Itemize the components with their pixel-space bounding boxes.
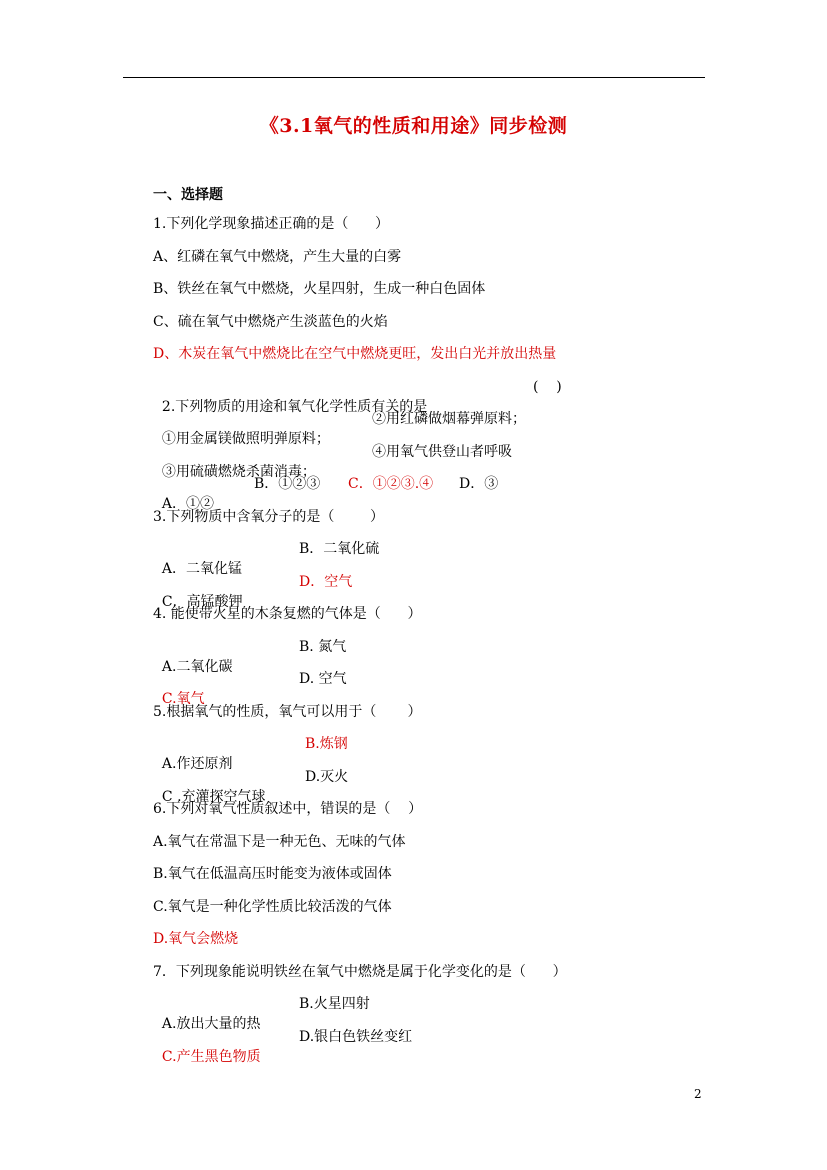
q1-stem: 1.下列化学现象描述正确的是（ ）: [153, 216, 390, 232]
q6-stem: 6.下列对氧气性质叙述中，错误的是（ ）: [153, 801, 423, 817]
q1-option-a: A、红磷在氧气中燃烧，产生大量的白雾: [153, 249, 402, 265]
q5-option-d: D.灭火: [305, 769, 349, 785]
q7-option-d: D.银白色铁丝变红: [299, 1029, 413, 1045]
q3-stem: 3.下列物质中含氧分子的是（ ）: [153, 509, 384, 525]
q7-options-row-2: [153, 1027, 573, 1087]
q2-statement-2: ②用红磷做烟幕弹原料；: [372, 411, 526, 427]
q5-stem: 5.根据氧气的性质，氧气可以用于（ ）: [153, 704, 422, 720]
document-title: 《3.1氧气的性质和用途》同步检测: [259, 115, 568, 137]
q7-stem: 7．下列现象能说明铁丝在氧气中燃烧是属于化学变化的是（ ）: [153, 964, 567, 980]
q4-option-b: B. 氮气: [299, 639, 347, 655]
section-heading: 一、选择题: [153, 187, 223, 203]
q2-option-b: B．①②③: [254, 476, 321, 492]
q7-option-a: A.放出大量的热: [161, 1016, 261, 1032]
q1-option-c: C、硫在氧气中燃烧产生淡蓝色的火焰: [153, 314, 388, 330]
q2-stem: 2.下列物质的用途和氧气化学性质有关的是: [161, 399, 428, 415]
q2-option-c-answer: C．①②③.④: [348, 476, 434, 492]
q4-option-d: D. 空气: [299, 671, 347, 687]
q4-stem: 4. 能使带火星的木条复燃的气体是（ ）: [153, 606, 422, 622]
q4-option-a: A.二氧化碳: [161, 659, 233, 675]
q4-option-c-answer: C.氧气: [161, 691, 205, 707]
q2-option-d: D．③: [459, 476, 499, 492]
header-rule: [123, 77, 705, 78]
q2-statement-4: ④用氧气供登山者呼吸: [372, 444, 512, 460]
q7-option-b: B.火星四射: [299, 996, 370, 1012]
q1-option-d-answer: D、木炭在氧气中燃烧比在空气中燃烧更旺，发出白光并放出热量: [153, 346, 557, 362]
q3-option-c: C．高锰酸钾: [161, 594, 243, 610]
q5-option-c: C .充灌探空气球: [161, 789, 266, 805]
page-number: 2: [694, 1087, 702, 1101]
q6-option-a: A.氧气在常温下是一种无色、无味的气体: [153, 834, 406, 850]
q2-statement-1: ①用金属镁做照明弹原料；: [161, 431, 330, 447]
q5-option-b-answer: B.炼钢: [305, 736, 348, 752]
q2-statement-3: ③用硫磺燃烧杀菌消毒；: [161, 464, 316, 480]
q6-option-d-answer: D.氧气会燃烧: [153, 931, 239, 947]
q7-option-c-answer: C.产生黑色物质: [161, 1049, 261, 1065]
q1-option-b: B、铁丝在氧气中燃烧，火星四射，生成一种白色固体: [153, 281, 486, 297]
q6-option-c: C.氧气是一种化学性质比较活泼的气体: [153, 899, 392, 915]
q3-option-a: A．二氧化锰: [161, 561, 243, 577]
q3-option-d-answer: D．空气: [299, 574, 353, 590]
q2-option-a: A．①②: [161, 496, 215, 512]
q3-option-b: B．二氧化硫: [299, 541, 380, 557]
q2-paren: ( ): [533, 379, 562, 395]
q6-option-b: B.氧气在低温高压时能变为液体或固体: [153, 866, 392, 882]
q5-option-a: A.作还原剂: [161, 756, 233, 772]
